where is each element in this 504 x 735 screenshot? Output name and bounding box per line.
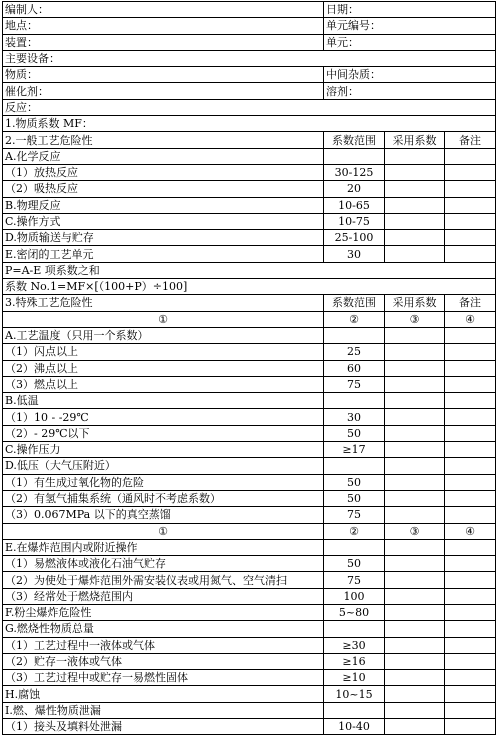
table-row [3,507,496,523]
item-cell: （1）10 - -29℃ [3,409,324,425]
table-row [3,621,496,637]
adopted-cell [385,148,445,164]
adopted-cell [385,719,445,735]
hazard-assessment-form [2,1,496,735]
item-cell: B.物理反应 [3,197,324,213]
adopted-cell: 采用系数 [385,132,445,148]
note-cell [445,164,496,180]
note-cell: 备注 [445,295,496,311]
adopted-cell [385,376,445,392]
item-cell: （2）- 29℃以下 [3,425,324,441]
note-cell [445,344,496,360]
adopted-cell [385,686,445,702]
range-cell: 100 [324,588,385,604]
range-cell [324,327,385,343]
range-cell: 75 [324,376,385,392]
adopted-cell [385,409,445,425]
adopted-cell: ③ [385,523,445,539]
adopted-cell [385,670,445,686]
range-cell: 30 [324,246,385,262]
adopted-cell [385,197,445,213]
item-cell: ① [3,311,324,327]
main-equipment-label: 主要设备： [3,50,496,66]
item-cell: （2）为使处于爆炸范围外需安装仪表或用氮气、空气清扫 [3,572,324,588]
table-row [3,458,496,474]
range-cell: 10-75 [324,213,385,229]
item-cell: （1）工艺过程中一液体或气体 [3,637,324,653]
item-cell: （3）经常处于燃烧范围内 [3,588,324,604]
range-cell: ≥16 [324,653,385,669]
item-cell: ① [3,523,324,539]
note-cell [445,556,496,572]
item-cell: （1）有生成过氧化物的危险 [3,474,324,490]
item-cell: D.物质输送与贮存 [3,230,324,246]
range-cell: 系数范围 [324,295,385,311]
range-cell: 30 [324,409,385,425]
range-cell [324,393,385,409]
table-row [3,116,496,132]
note-cell: ④ [445,523,496,539]
table-row [3,686,496,702]
range-cell: 10-40 [324,719,385,735]
range-cell: ≥10 [324,670,385,686]
item-cell: （2）有氢气捕集系统（通风时不考虑系数） [3,490,324,506]
table-row [3,213,496,229]
note-cell [445,702,496,718]
range-cell: 50 [324,425,385,441]
table-row [3,556,496,572]
range-cell: ② [324,523,385,539]
range-cell: ≥17 [324,442,385,458]
range-cell: ≥30 [324,637,385,653]
note-cell [445,653,496,669]
item-cell: G.燃烧性物质总量 [3,621,324,637]
note-cell [445,572,496,588]
unit-number-label: 单元编号： [324,18,496,34]
item-cell: 2.一般工艺危险性 [3,132,324,148]
note-cell [445,148,496,164]
item-cell: I.燃、爆性物质泄漏 [3,702,324,718]
item-cell: F.粉尘爆炸危险性 [3,604,324,620]
header-row [3,50,496,66]
range-cell: 10-65 [324,197,385,213]
table-row [3,474,496,490]
table-row [3,442,496,458]
table-row [3,490,496,506]
note-cell [445,539,496,555]
range-cell: 25-100 [324,230,385,246]
header-row [3,18,496,34]
adopted-cell [385,653,445,669]
catalyst-label: 催化剂： [3,83,324,99]
compiler-label: 编制人： [3,2,324,18]
note-cell [445,246,496,262]
table-row [3,523,496,539]
range-cell: 60 [324,360,385,376]
item-cell: C.操作压力 [3,442,324,458]
adopted-cell: 采用系数 [385,295,445,311]
note-cell [445,474,496,490]
item-cell: 1.物质系数 MF： [3,116,496,132]
note-cell: ④ [445,311,496,327]
note-cell [445,442,496,458]
adopted-cell [385,637,445,653]
adopted-cell [385,702,445,718]
header-row [3,2,496,18]
item-cell: （1）易燃液体或液化石油气贮存 [3,556,324,572]
item-cell: （1）放热反应 [3,164,324,180]
adopted-cell [385,230,445,246]
table-row [3,132,496,148]
note-cell [445,376,496,392]
table-row [3,376,496,392]
reaction-label: 反应： [3,99,496,115]
note-cell [445,670,496,686]
range-cell [324,458,385,474]
device-label: 装置： [3,34,324,50]
table-row [3,164,496,180]
adopted-cell [385,393,445,409]
range-cell: 系数范围 [324,132,385,148]
item-cell: （3）0.067MPa 以下的真空蒸馏 [3,507,324,523]
adopted-cell [385,507,445,523]
item-cell: （3）工艺过程中或贮存一易燃性固体 [3,670,324,686]
adopted-cell [385,604,445,620]
note-cell [445,425,496,441]
note-cell [445,637,496,653]
range-cell: 25 [324,344,385,360]
note-cell [445,604,496,620]
adopted-cell [385,360,445,376]
date-label: 日期： [324,2,496,18]
table-row [3,360,496,376]
adopted-cell [385,539,445,555]
item-cell: E.在爆炸范围内或附近操作 [3,539,324,555]
item-cell: E.密闭的工艺单元 [3,246,324,262]
item-cell: A.工艺温度（只用一个系数） [3,327,324,343]
adopted-cell [385,213,445,229]
table-row [3,572,496,588]
range-cell: 50 [324,490,385,506]
adopted-cell [385,572,445,588]
item-cell: （3）燃点以上 [3,376,324,392]
item-cell: H.腐蚀 [3,686,324,702]
table-row [3,539,496,555]
table-row [3,148,496,164]
note-cell [445,393,496,409]
table-row [3,262,496,278]
item-cell: （2）吸热反应 [3,181,324,197]
note-cell [445,507,496,523]
solvent-label: 溶剂： [324,83,496,99]
note-cell [445,409,496,425]
range-cell: 20 [324,181,385,197]
adopted-cell [385,164,445,180]
adopted-cell [385,490,445,506]
header-row [3,83,496,99]
range-cell [324,539,385,555]
adopted-cell [385,425,445,441]
adopted-cell [385,442,445,458]
header-row [3,67,496,83]
table-row [3,637,496,653]
range-cell: 75 [324,507,385,523]
item-cell: C.操作方式 [3,213,324,229]
note-cell [445,458,496,474]
note-cell [445,490,496,506]
item-cell: （1）接头及填料处泄漏 [3,719,324,735]
range-cell [324,621,385,637]
item-cell: 系数 No.1=MF×[（100+P）÷100] [3,279,496,295]
range-cell: 10~15 [324,686,385,702]
note-cell [445,327,496,343]
table-row [3,719,496,735]
table-row [3,653,496,669]
item-cell: D.低压（大气压附近） [3,458,324,474]
table-row [3,604,496,620]
note-cell [445,686,496,702]
range-cell [324,702,385,718]
range-cell: 50 [324,556,385,572]
table-row [3,702,496,718]
adopted-cell [385,621,445,637]
item-cell: （1）闪点以上 [3,344,324,360]
table-row [3,279,496,295]
item-cell: （2）贮存一液体或气体 [3,653,324,669]
location-label: 地点： [3,18,324,34]
table-row [3,295,496,311]
note-cell [445,197,496,213]
note-cell [445,230,496,246]
table-row [3,327,496,343]
item-cell: P=A-E 项系数之和 [3,262,496,278]
range-cell: 50 [324,474,385,490]
table-row [3,670,496,686]
adopted-cell [385,246,445,262]
adopted-cell [385,344,445,360]
note-cell: 备注 [445,132,496,148]
header-row [3,34,496,50]
table-row [3,588,496,604]
table-row [3,344,496,360]
note-cell [445,621,496,637]
note-cell [445,588,496,604]
item-cell: B.低温 [3,393,324,409]
range-cell: 75 [324,572,385,588]
item-cell: （2）沸点以上 [3,360,324,376]
adopted-cell [385,458,445,474]
table-row [3,425,496,441]
table-row [3,311,496,327]
adopted-cell [385,556,445,572]
note-cell [445,181,496,197]
header-row [3,99,496,115]
range-cell: 5~80 [324,604,385,620]
note-cell [445,360,496,376]
adopted-cell [385,327,445,343]
item-cell: 3.特殊工艺危险性 [3,295,324,311]
substance-label: 物质： [3,67,324,83]
range-cell: 30-125 [324,164,385,180]
note-cell [445,213,496,229]
unit-label: 单元： [324,34,496,50]
item-cell: A.化学反应 [3,148,324,164]
adopted-cell: ③ [385,311,445,327]
table-row [3,181,496,197]
note-cell [445,719,496,735]
table-row [3,393,496,409]
table-row [3,409,496,425]
table-row [3,246,496,262]
table-row [3,230,496,246]
adopted-cell [385,474,445,490]
range-cell [324,148,385,164]
table-row [3,197,496,213]
adopted-cell [385,181,445,197]
range-cell: ② [324,311,385,327]
intermediate-impurity-label: 中间杂质： [324,67,496,83]
adopted-cell [385,588,445,604]
